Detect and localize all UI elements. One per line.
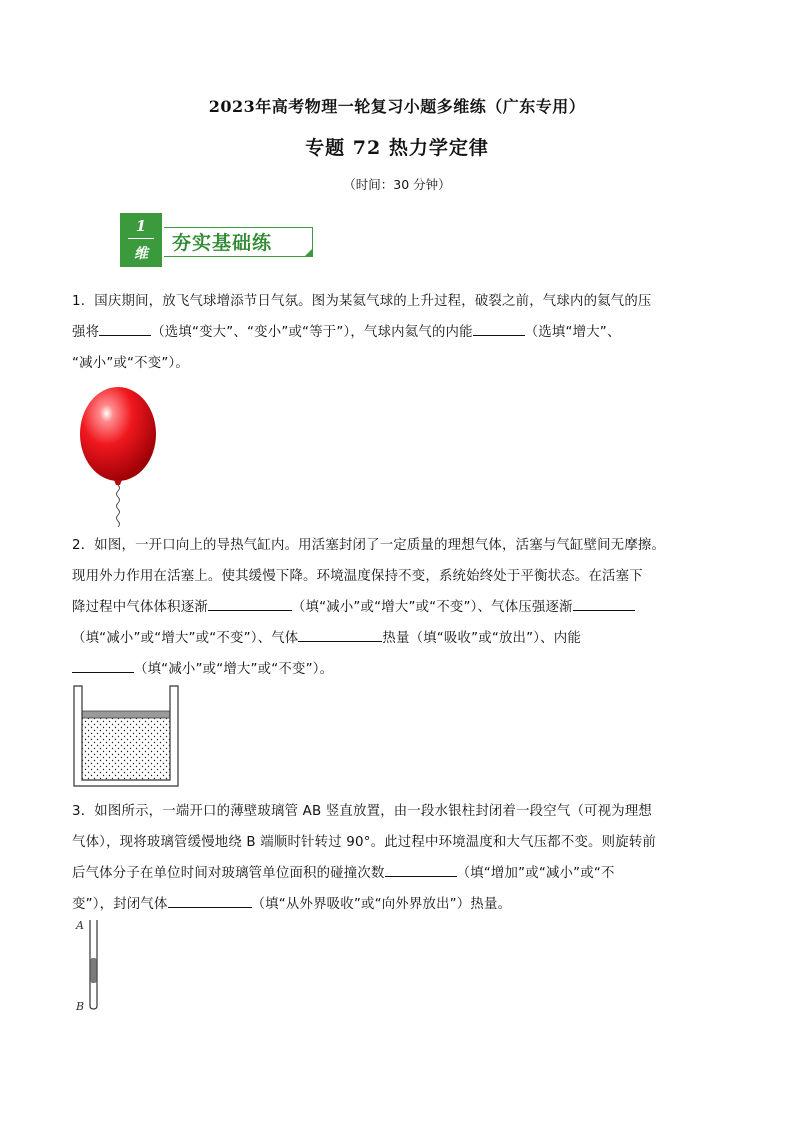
badge-divider — [128, 238, 154, 239]
answer-blank[interactable] — [99, 321, 151, 336]
tube-label-a: A — [76, 919, 84, 932]
question-1-line-2: 强将 （选填“变大”、“变小”或“等于”），气球内氦气的内能 （选填“增大”、 — [72, 317, 742, 348]
section-banner — [120, 213, 320, 269]
document-title: 2023年高考物理一轮复习小题多维练（广东专用） — [208, 97, 586, 116]
answer-blank[interactable] — [208, 596, 292, 611]
answer-blank[interactable] — [168, 893, 252, 908]
tube-label-b: B — [76, 1000, 85, 1013]
question-2-line-4: （填“减小”或“增大”或“不变”）、气体 热量（填“吸收”或“放出”）、内能 — [72, 623, 742, 654]
question-3-line-1: 3．如图所示，一端开口的薄壁玻璃管 AB 竖直放置，由一段水银柱封闭着一段空气（可视为理想 — [72, 804, 653, 819]
question-1 — [72, 286, 742, 379]
question-2-line-5: （填“减小”或“增大”或“不变”）。 — [72, 654, 742, 685]
question-2-line-1: 2．如图，一开口向上的导热气缸内。用活塞封闭了一定质量的理想气体，活塞与气缸壁间无摩擦。 — [72, 538, 666, 553]
question-2 — [72, 530, 742, 685]
question-2-line-2: 现用外力作用在活塞上。使其缓慢下降。环境温度保持不变，系统始终处于平衡状态。在活塞下 — [72, 569, 643, 584]
piston — [82, 711, 170, 718]
mercury-column — [91, 958, 97, 983]
section-heading: 夯实基础练 — [172, 232, 273, 254]
cylinder-figure — [72, 684, 182, 790]
balloon-knot — [114, 480, 122, 485]
balloon-body — [80, 387, 156, 481]
document-subtitle: 专题 72 热力学定律 — [305, 137, 489, 159]
balloon-figure — [74, 384, 164, 529]
balloon-string — [117, 485, 120, 527]
question-3-line-2: 气体），现将玻璃管缓慢地绕 B 端顺时针转过 90°。此过程中环境温度和大气压都不变。则旋转前 — [72, 835, 657, 850]
time-limit: （时间：30 分钟） — [343, 177, 451, 192]
question-2-line-3: 降过程中气体体积逐渐 （填“减小”或“增大”或“不变”）、气体压强逐渐 — [72, 592, 742, 623]
question-1-line-1: 1．国庆期间，放飞气球增添节日气氛。图为某氦气球的上升过程，破裂之前，气球内的氦气的压 — [72, 294, 652, 309]
answer-blank[interactable] — [473, 321, 525, 336]
glass-tube-figure — [72, 916, 112, 1016]
badge-number: 1 — [135, 217, 147, 235]
answer-blank[interactable] — [573, 596, 635, 611]
question-3 — [72, 796, 742, 920]
section-badge — [120, 213, 162, 267]
badge-word: 维 — [134, 246, 148, 262]
question-3-line-3: 后气体分子在单位时间对玻璃管单位面积的碰撞次数 （填“增加”或“减小”或“不 — [72, 858, 742, 889]
question-3-line-4: 变”），封闭气体 （填“从外界吸收”或“向外界放出”）热量。 — [72, 889, 742, 920]
gas-region — [82, 718, 170, 780]
question-1-line-3: “减小”或“不变”）。 — [72, 356, 189, 371]
answer-blank[interactable] — [298, 627, 382, 642]
answer-blank[interactable] — [385, 862, 457, 877]
answer-blank[interactable] — [72, 658, 134, 673]
section-heading-corner — [304, 249, 312, 257]
